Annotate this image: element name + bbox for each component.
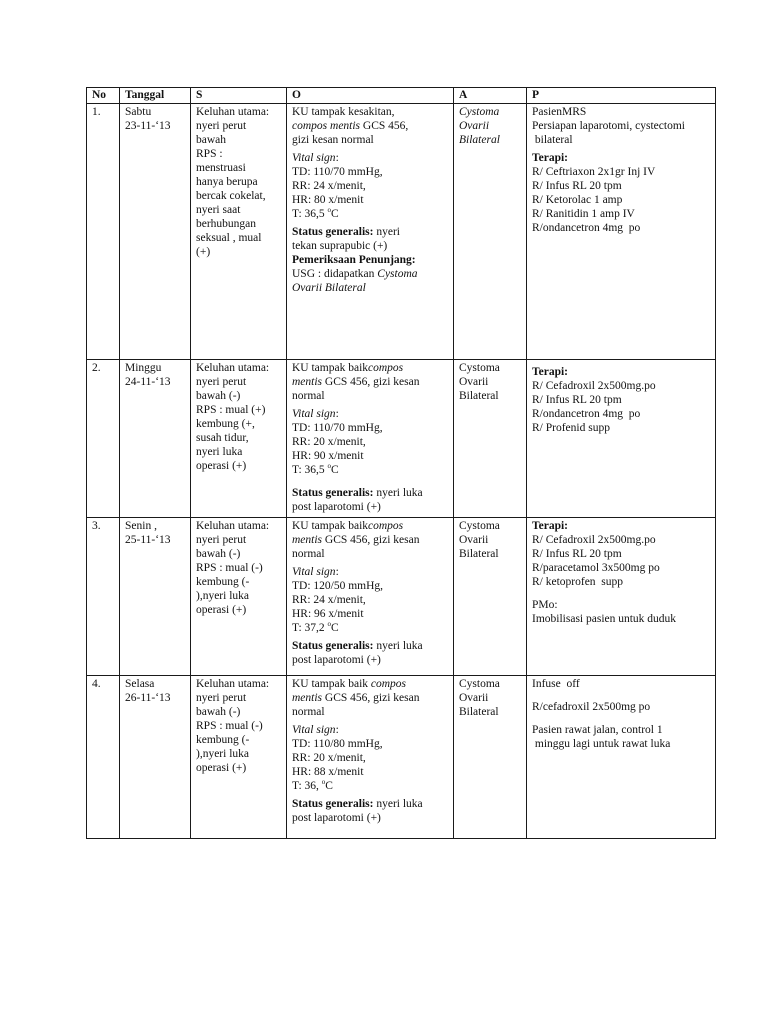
table-row (87, 360, 716, 518)
cell-assessment: Cystoma Ovarii Bilateral (454, 676, 527, 839)
soap-table (86, 87, 716, 839)
cell-subjective: Keluhan utama: nyeri perut bawah (-) RPS : mual (+) kembung (+, susah tidur, nyeri luka operasi (+) (191, 360, 287, 518)
header-tanggal: Tanggal (120, 88, 191, 104)
cell-plan: Terapi: R/ Cefadroxil 2x500mg.po R/ Infus RL 20 tpm R/ondancetron 4mg po R/ Profenid supp (527, 360, 716, 518)
cell-objective: KU tampak baik compos mentis GCS 456, gizi kesan normal Vital sign: TD: 110/80 mmHg, RR: 20 x/menit, HR: 88 x/menit T: 36, $^o$C Status generalis: nyeri luka post laparotomi (+) (287, 676, 454, 839)
cell-plan: PasienMRS Persiapan laparotomi, cystectomi bilateral Terapi: R/ Ceftriaxon 2x1gr Inj IV R/ Infus RL 20 tpm R/ Ketorolac 1 amp R/ Ranitidin 1 amp IV R/ondancetron 4mg po (527, 104, 716, 360)
cell-subjective: Keluhan utama: nyeri perut bawah RPS : menstruasi hanya berupa bercak cokelat, nyeri saat berhubungan seksual , mual (+) (191, 104, 287, 360)
cell-no: 2. (87, 360, 120, 518)
cell-assessment: Cystoma Ovarii Bilateral (454, 104, 527, 360)
header-a: A (454, 88, 527, 104)
header-s: S (191, 88, 287, 104)
cell-tanggal: Sabtu 23-11-‘13 (120, 104, 191, 360)
header-no: No (87, 88, 120, 104)
cell-plan: Infuse off R/cefadroxil 2x500mg po Pasien rawat jalan, control 1 minggu lagi untuk rawat luka (527, 676, 716, 839)
table-row (87, 104, 716, 360)
table-header-row (87, 88, 716, 104)
header-p: P (527, 88, 716, 104)
cell-objective: KU tampak baikcompos mentis GCS 456, gizi kesan normal Vital sign: TD: 120/50 mmHg, RR: 24 x/menit, HR: 96 x/menit T: 37,2 $^o$C Status generalis: nyeri luka post laparotomi (+) (287, 518, 454, 676)
cell-tanggal: Minggu 24-11-‘13 (120, 360, 191, 518)
cell-assessment: Cystoma Ovarii Bilateral (454, 360, 527, 518)
header-o: O (287, 88, 454, 104)
cell-no: 1. (87, 104, 120, 360)
table-row (87, 518, 716, 676)
cell-no: 4. (87, 676, 120, 839)
cell-no: 3. (87, 518, 120, 676)
cell-assessment: Cystoma Ovarii Bilateral (454, 518, 527, 676)
cell-subjective: Keluhan utama: nyeri perut bawah (-) RPS : mual (-) kembung (- ),nyeri luka operasi (+) (191, 518, 287, 676)
cell-tanggal: Senin , 25-11-‘13 (120, 518, 191, 676)
cell-tanggal: Selasa 26-11-‘13 (120, 676, 191, 839)
cell-objective: KU tampak baikcompos mentis GCS 456, gizi kesan normal Vital sign: TD: 110/70 mmHg, RR: 20 x/menit, HR: 90 x/menit T: 36,5 $^o$C Status generalis: nyeri luka post laparotomi (+) (287, 360, 454, 518)
cell-plan: Terapi: R/ Cefadroxil 2x500mg.po R/ Infus RL 20 tpm R/paracetamol 3x500mg po R/ ketoprofen supp PMo: Imobilisasi pasien untuk duduk (527, 518, 716, 676)
table-row (87, 676, 716, 839)
cell-subjective: Keluhan utama: nyeri perut bawah (-) RPS : mual (-) kembung (- ),nyeri luka operasi (+) (191, 676, 287, 839)
cell-objective: KU tampak kesakitan, compos mentis GCS 456, gizi kesan normal Vital sign: TD: 110/70 mmHg, RR: 24 x/menit, HR: 80 x/menit T: 36,5 $^o$C Status generalis: nyeri tekan suprapubic (+) Pemeriksaan Penunjang: USG : didapatkan Cystoma Ovarii Bilateral (287, 104, 454, 360)
